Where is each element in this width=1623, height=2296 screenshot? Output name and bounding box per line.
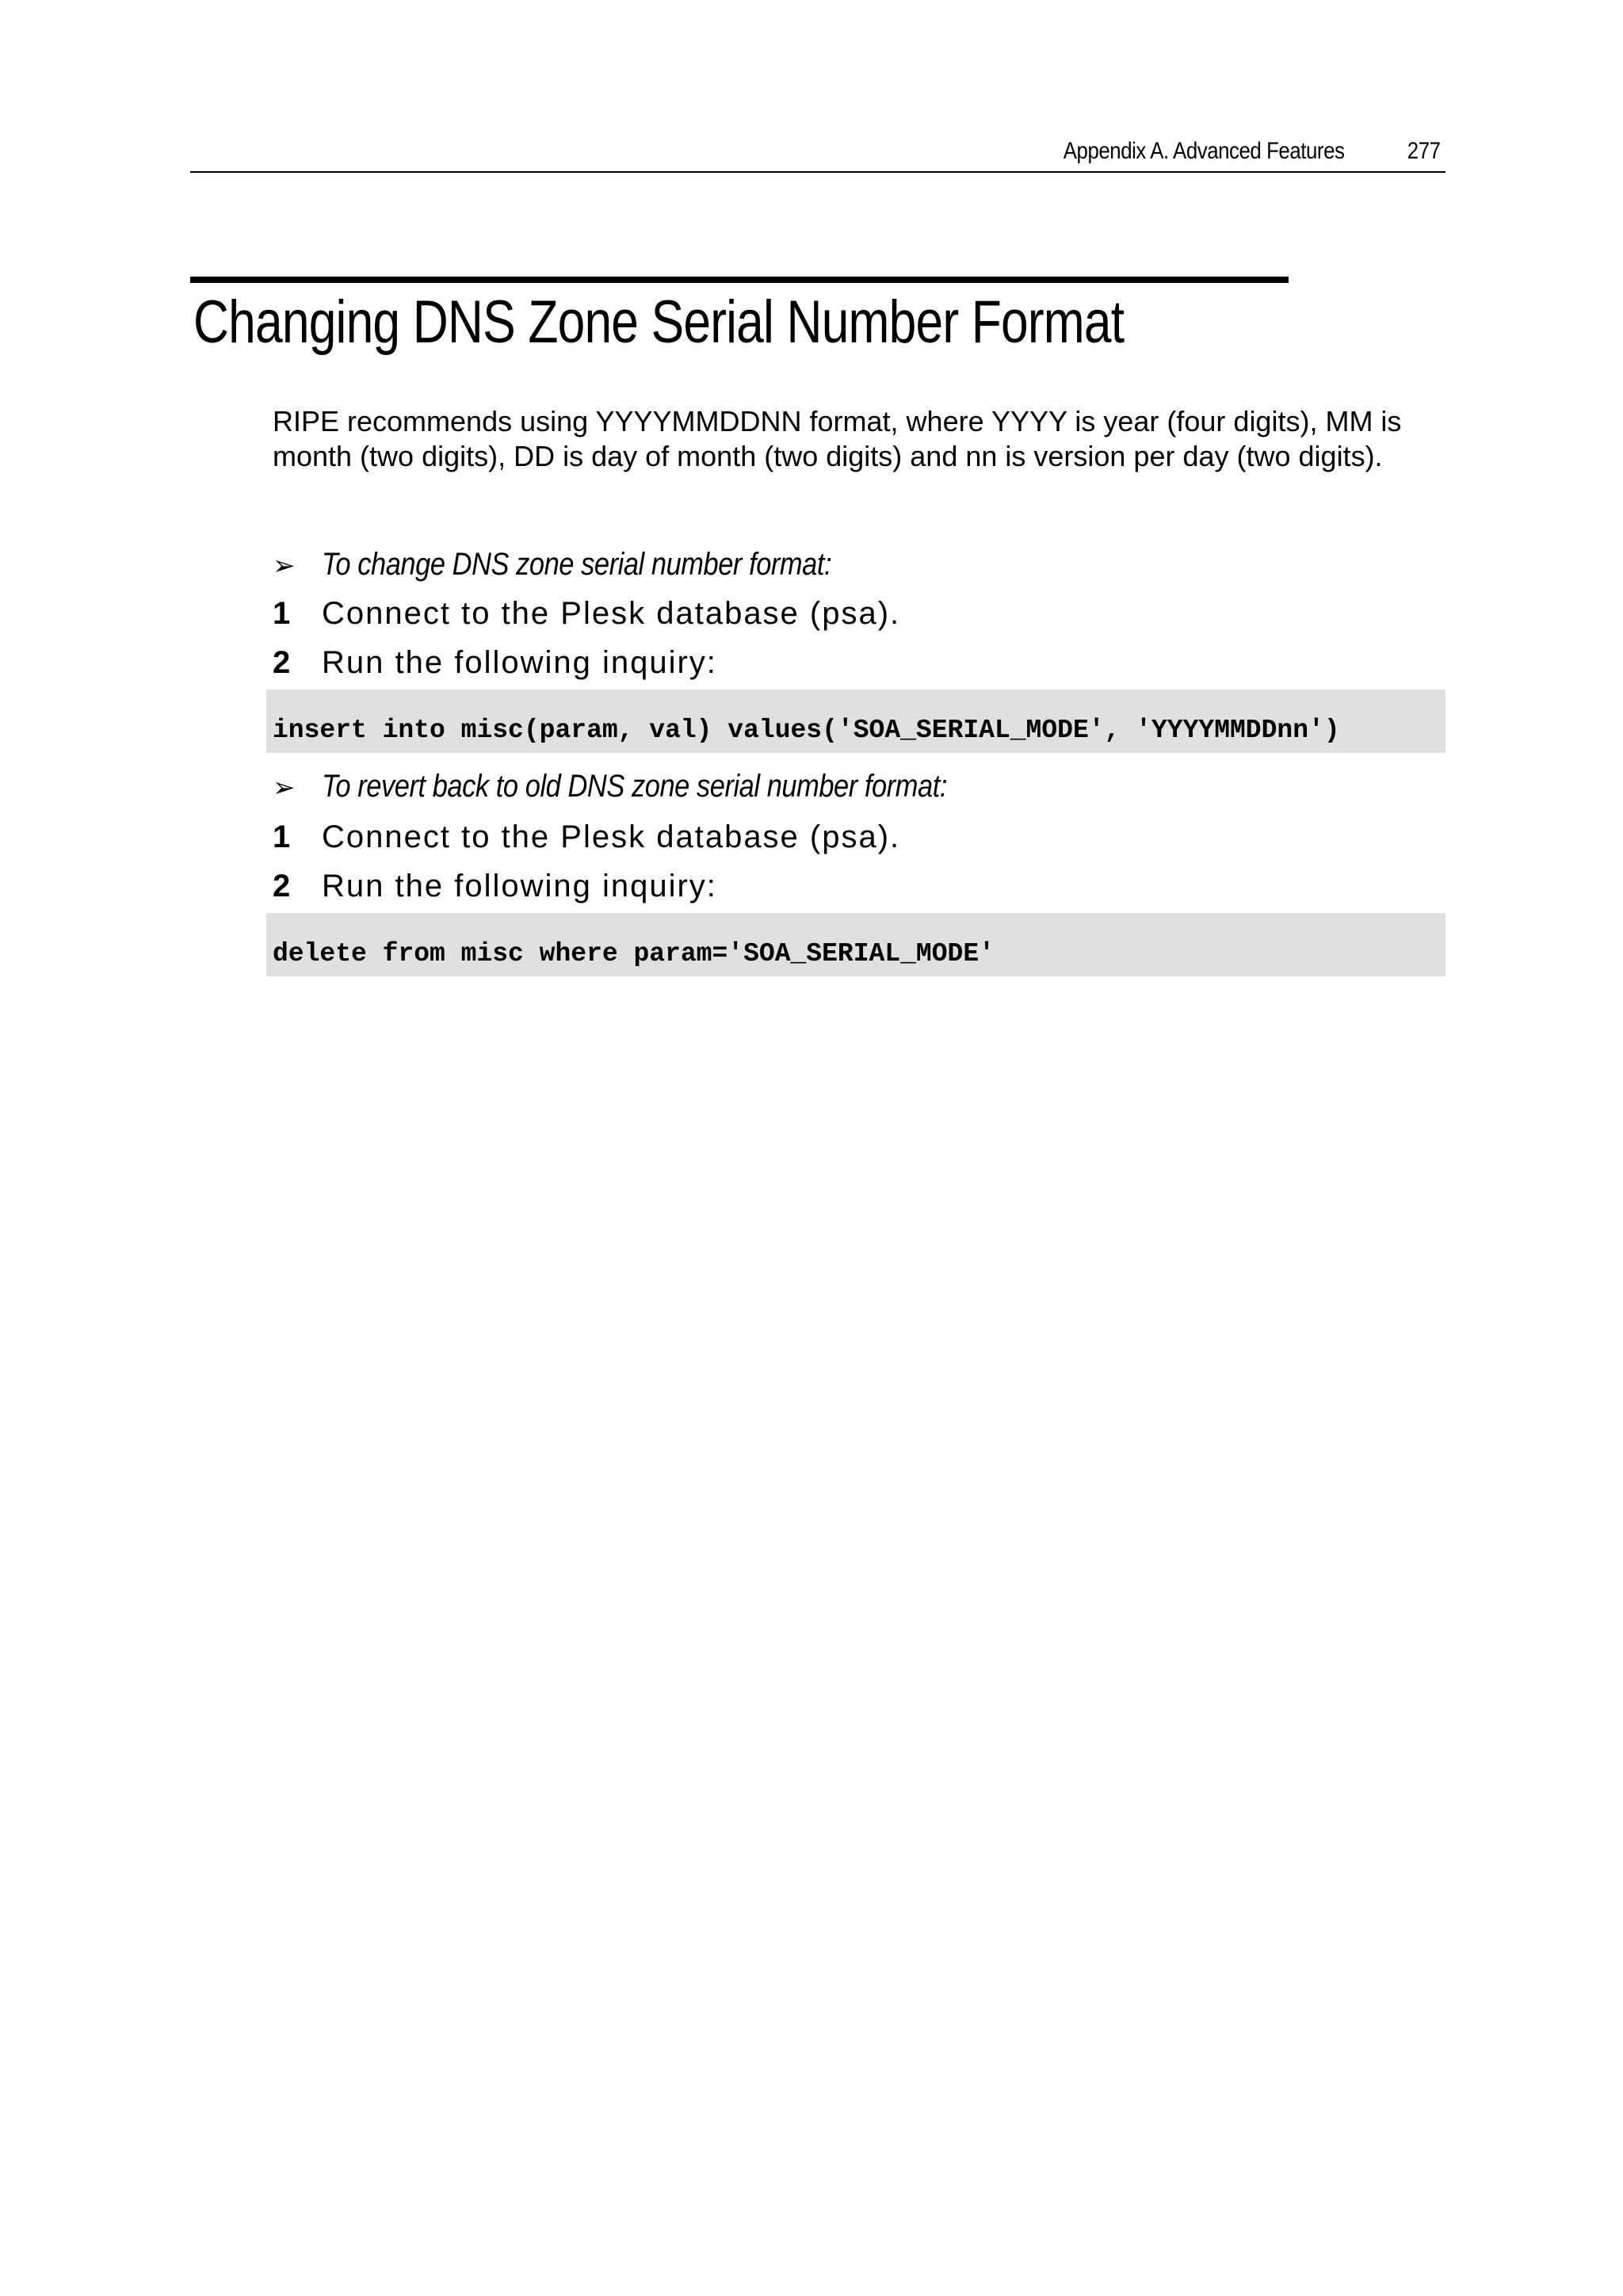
step-number: 1 bbox=[273, 819, 291, 854]
header-section-title: Appendix A. Advanced Features bbox=[1063, 138, 1344, 164]
step-item bbox=[273, 818, 900, 856]
intro-block bbox=[273, 404, 1445, 474]
step-number: 2 bbox=[273, 869, 291, 904]
step-text: Connect to the Plesk database (psa). bbox=[322, 596, 901, 631]
step-text: Run the following inquiry: bbox=[322, 645, 717, 680]
code-block: insert into misc(param, val) values('SOA_SERIAL_MODE', 'YYYYMMDDnn') bbox=[266, 690, 1445, 753]
step-item bbox=[273, 594, 900, 632]
intro-paragraph: RIPE recommends using YYYYMMDDNN format, where YYYY is year (four digits), MM is month (two digits), DD is day of month (two digits) and nn is version per day (two digits). bbox=[273, 405, 1402, 472]
arrowhead-bullet-icon: ➢ bbox=[273, 551, 296, 581]
step-item bbox=[273, 644, 717, 682]
step-number: 2 bbox=[273, 645, 291, 680]
step-text: Run the following inquiry: bbox=[322, 869, 717, 904]
page-title: Changing DNS Zone Serial Number Format bbox=[193, 288, 1125, 356]
arrowhead-bullet-icon: ➢ bbox=[273, 773, 296, 803]
title-rule bbox=[190, 277, 1289, 283]
procedure-title bbox=[273, 767, 1048, 807]
page-number: 277 bbox=[1407, 138, 1441, 164]
step-item bbox=[273, 867, 717, 905]
step-number: 1 bbox=[273, 596, 291, 631]
procedure-title bbox=[273, 545, 915, 585]
procedure-title-text: To change DNS zone serial number format: bbox=[322, 547, 832, 582]
running-header bbox=[190, 132, 1445, 173]
procedure-title-text: To revert back to old DNS zone serial number format: bbox=[322, 769, 947, 804]
step-text: Connect to the Plesk database (psa). bbox=[322, 819, 901, 854]
code-block: delete from misc where param='SOA_SERIAL_MODE' bbox=[266, 913, 1445, 976]
